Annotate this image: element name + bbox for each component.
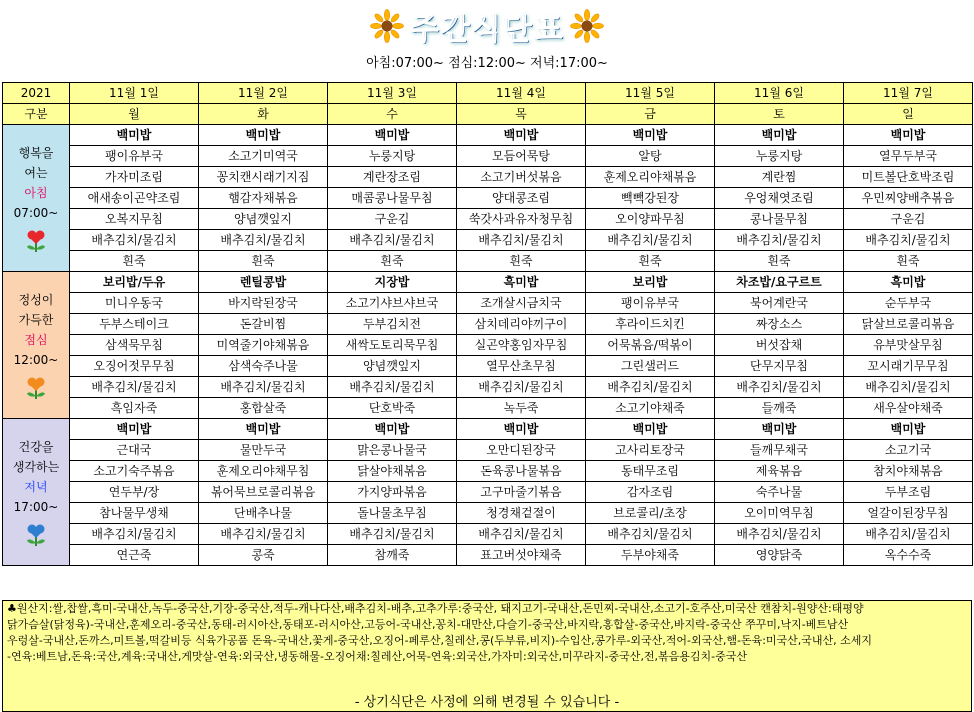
menu-item: 콩죽 — [199, 545, 328, 566]
menu-item: 백미밥 — [328, 125, 457, 146]
menu-item: 빽빽강된장 — [586, 188, 715, 209]
day-cell: 수 — [328, 104, 457, 125]
menu-item: 보리밥 — [586, 272, 715, 293]
menu-row — [3, 167, 973, 188]
menu-item: 청경채겉절이 — [457, 503, 586, 524]
menu-item: 흑미밥 — [844, 272, 973, 293]
menu-item: 새싹도토리묵무침 — [328, 335, 457, 356]
menu-item: 숙주나물 — [715, 482, 844, 503]
menu-item: 돈육콩나물볶음 — [457, 461, 586, 482]
menu-item: 꽁치캔시래기지짐 — [199, 167, 328, 188]
menu-item: 가자미조림 — [70, 167, 199, 188]
menu-row — [3, 293, 973, 314]
menu-item: 누룽지탕 — [715, 146, 844, 167]
menu-item: 렌틸콩밥 — [199, 272, 328, 293]
menu-item: 동태무조림 — [586, 461, 715, 482]
menu-row — [3, 482, 973, 503]
menu-item: 양념깻잎지 — [199, 209, 328, 230]
date-row — [3, 83, 973, 104]
meal-label-line: 건강을 — [18, 440, 54, 454]
flower-icon — [21, 229, 51, 253]
menu-row — [3, 545, 973, 566]
menu-item: 소고기숙주볶음 — [70, 461, 199, 482]
menu-row — [3, 314, 973, 335]
menu-item: 알탕 — [586, 146, 715, 167]
menu-item: 조개살시금치국 — [457, 293, 586, 314]
menu-row — [3, 440, 973, 461]
menu-item: 꼬시래기무무침 — [844, 356, 973, 377]
menu-item: 삼치데리야끼구이 — [457, 314, 586, 335]
menu-item: 백미밥 — [844, 125, 973, 146]
menu-item: 후라이드치킨 — [586, 314, 715, 335]
menu-item: 볶어묵브로콜리볶음 — [199, 482, 328, 503]
menu-item: 배추김치/물김치 — [715, 377, 844, 398]
meal-label-cell — [3, 125, 70, 272]
menu-item: 백미밥 — [328, 419, 457, 440]
menu-item: 미트볼단호박조림 — [844, 167, 973, 188]
menu-item: 얼갈이된장무침 — [844, 503, 973, 524]
menu-item: 두부김치전 — [328, 314, 457, 335]
menu-item: 흰죽 — [844, 251, 973, 272]
menu-item: 배추김치/물김치 — [844, 377, 973, 398]
menu-item: 햄감자채볶음 — [199, 188, 328, 209]
menu-item: 배추김치/물김치 — [199, 524, 328, 545]
menu-item: 삼색숙주나물 — [199, 356, 328, 377]
origin-line: ♣원산지:쌀,찹쌀,흑미-국내산,녹두-중국산,기장-중국산,적두-캐나다산,배추김치-배추,고추가루:중국산, 돼지고기-국내산,돈민찌-국내산,소고기-호주산,미국산 캔참치-원양산:태평양 — [7, 602, 864, 615]
menu-item: 가지양파볶음 — [328, 482, 457, 503]
menu-item: 애새송이곤약조림 — [70, 188, 199, 209]
menu-row — [3, 503, 973, 524]
menu-item: 백미밥 — [70, 419, 199, 440]
menu-item: 백미밥 — [715, 419, 844, 440]
menu-item: 배추김치/물김치 — [715, 230, 844, 251]
menu-item: 고구마줄기볶음 — [457, 482, 586, 503]
menu-body — [3, 83, 973, 566]
menu-row — [3, 188, 973, 209]
menu-item: 단호박죽 — [328, 398, 457, 419]
menu-item: 차조밥/요구르트 — [715, 272, 844, 293]
menu-item: 배추김치/물김치 — [328, 377, 457, 398]
menu-row — [3, 356, 973, 377]
menu-item: 연근죽 — [70, 545, 199, 566]
menu-item: 열무두부국 — [844, 146, 973, 167]
meal-time: 17:00~ — [13, 500, 59, 514]
meal-label-line: 여는 — [24, 166, 48, 180]
menu-row — [3, 524, 973, 545]
day-cell: 일 — [844, 104, 973, 125]
menu-item: 흰죽 — [715, 251, 844, 272]
menu-item: 연두부/장 — [70, 482, 199, 503]
menu-item: 우민찌양배추볶음 — [844, 188, 973, 209]
menu-item: 흰죽 — [70, 251, 199, 272]
menu-item: 순두부국 — [844, 293, 973, 314]
day-cell: 월 — [70, 104, 199, 125]
menu-item: 오만디된장국 — [457, 440, 586, 461]
title-row — [0, 4, 974, 48]
menu-row — [3, 419, 973, 440]
menu-item: 백미밥 — [457, 125, 586, 146]
menu-item: 참치야채볶음 — [844, 461, 973, 482]
menu-item: 누룽지탕 — [328, 146, 457, 167]
menu-item: 흰죽 — [328, 251, 457, 272]
menu-item: 닭살야채볶음 — [328, 461, 457, 482]
meal-label-line: 정성이 — [18, 293, 54, 307]
menu-item: 팽이유부국 — [586, 293, 715, 314]
menu-item: 소고기샤브샤브국 — [328, 293, 457, 314]
menu-item: 오이양파무침 — [586, 209, 715, 230]
menu-item: 새우살야채죽 — [844, 398, 973, 419]
meal-time: 07:00~ — [13, 206, 59, 220]
menu-row — [3, 209, 973, 230]
flower-icon — [21, 523, 51, 547]
menu-item: 배추김치/물김치 — [70, 377, 199, 398]
menu-item: 배추김치/물김치 — [586, 524, 715, 545]
menu-item: 홍합살죽 — [199, 398, 328, 419]
menu-item: 표고버섯야채죽 — [457, 545, 586, 566]
menu-item: 옥수수죽 — [844, 545, 973, 566]
menu-item: 유부맛살무침 — [844, 335, 973, 356]
menu-item: 제육볶음 — [715, 461, 844, 482]
menu-item: 녹두죽 — [457, 398, 586, 419]
meal-label-cell — [3, 272, 70, 419]
menu-item: 바지락된장국 — [199, 293, 328, 314]
menu-item: 지장밥 — [328, 272, 457, 293]
menu-item: 그린샐러드 — [586, 356, 715, 377]
menu-item: 백미밥 — [586, 125, 715, 146]
footer-notice: - 상기식단은 사정에 의해 변경될 수 있습니다 - — [354, 695, 620, 710]
menu-item: 흰죽 — [199, 251, 328, 272]
date-cell: 11월 2일 — [199, 83, 328, 104]
menu-row — [3, 398, 973, 419]
menu-item: 구운김 — [328, 209, 457, 230]
menu-item: 구운김 — [844, 209, 973, 230]
menu-item: 백미밥 — [715, 125, 844, 146]
menu-item: 미니우동국 — [70, 293, 199, 314]
menu-item: 두부스테이크 — [70, 314, 199, 335]
menu-item: 돈갈비찜 — [199, 314, 328, 335]
menu-item: 배추김치/물김치 — [457, 524, 586, 545]
menu-item: 배추김치/물김치 — [199, 377, 328, 398]
menu-item: 흑미밥 — [457, 272, 586, 293]
menu-item: 배추김치/물김치 — [199, 230, 328, 251]
menu-item: 북어계란국 — [715, 293, 844, 314]
menu-item: 소고기국 — [844, 440, 973, 461]
menu-row — [3, 377, 973, 398]
menu-item: 배추김치/물김치 — [328, 230, 457, 251]
menu-item: 배추김치/물김치 — [70, 524, 199, 545]
menu-item: 보리밥/두유 — [70, 272, 199, 293]
menu-item: 열무산초무침 — [457, 356, 586, 377]
menu-item: 감자조림 — [586, 482, 715, 503]
menu-item: 배추김치/물김치 — [844, 524, 973, 545]
menu-item: 팽이유부국 — [70, 146, 199, 167]
menu-item: 영양닭죽 — [715, 545, 844, 566]
menu-item: 백미밥 — [70, 125, 199, 146]
menu-item: 백미밥 — [457, 419, 586, 440]
meal-name: 아침 — [24, 186, 48, 200]
date-cell: 11월 1일 — [70, 83, 199, 104]
origin-line: -연육:베트남,돈육:국산,계육:국내산,게맛살-연육:외국산,냉동해물-오징어채:칠레산,어묵-연육:외국산,가자미:외국산,미꾸라지-중국산,전,볶음용김치-중국산 — [7, 650, 748, 663]
year-cell: 2021 — [3, 83, 70, 104]
menu-item: 참나물무생채 — [70, 503, 199, 524]
meal-hours: 아침:07:00~ 점심:12:00~ 저녁:17:00~ — [366, 56, 608, 71]
meal-time: 12:00~ — [13, 353, 59, 367]
menu-item: 우엉채엿조림 — [715, 188, 844, 209]
date-cell: 11월 3일 — [328, 83, 457, 104]
menu-item: 돌나물초무침 — [328, 503, 457, 524]
menu-item: 두부조림 — [844, 482, 973, 503]
day-cell: 금 — [586, 104, 715, 125]
menu-item: 닭살브로콜리볶음 — [844, 314, 973, 335]
menu-item: 소고기버섯볶음 — [457, 167, 586, 188]
day-row — [3, 104, 973, 125]
date-cell: 11월 6일 — [715, 83, 844, 104]
menu-item: 양대콩조림 — [457, 188, 586, 209]
menu-row — [3, 461, 973, 482]
menu-item: 들깨무채국 — [715, 440, 844, 461]
menu-row — [3, 272, 973, 293]
menu-item: 오복지무침 — [70, 209, 199, 230]
menu-item: 훈제오리야채무침 — [199, 461, 328, 482]
origin-line: 우렁살-국내산,돈까스,미트볼,떡갈비등 식육가공품 돈육-국내산,꽃게-중국산,오징어-페루산,칠레산,콩(두부류,비지)-수입산,콩가루-외국산,적어-외국산,햄-돈육:미국산,국내산, 소세지 — [7, 634, 873, 647]
menu-item: 백미밥 — [199, 125, 328, 146]
menu-item: 소고기야채죽 — [586, 398, 715, 419]
menu-item: 실곤약홍임자무침 — [457, 335, 586, 356]
menu-row — [3, 251, 973, 272]
menu-item: 참깨죽 — [328, 545, 457, 566]
menu-row — [3, 335, 973, 356]
menu-item: 훈제오리야채볶음 — [586, 167, 715, 188]
sunflower-icon — [370, 9, 404, 43]
menu-item: 콩나물무침 — [715, 209, 844, 230]
meal-label-line: 가득한 — [18, 313, 54, 327]
menu-item: 매콤콩나물무침 — [328, 188, 457, 209]
menu-item: 단배추나물 — [199, 503, 328, 524]
menu-item: 브로콜리/초장 — [586, 503, 715, 524]
date-cell: 11월 7일 — [844, 83, 973, 104]
menu-item: 배추김치/물김치 — [457, 230, 586, 251]
menu-item: 백미밥 — [844, 419, 973, 440]
menu-item: 배추김치/물김치 — [328, 524, 457, 545]
meal-name: 점심 — [24, 333, 48, 347]
gubun-cell: 구분 — [3, 104, 70, 125]
menu-item: 오징어젓무무침 — [70, 356, 199, 377]
sunflower-icon — [570, 9, 604, 43]
meal-name: 저녁 — [24, 480, 48, 494]
menu-row — [3, 146, 973, 167]
page-title: 주간식단표 — [409, 12, 565, 47]
weekly-menu-table — [2, 82, 973, 566]
menu-item: 흰죽 — [457, 251, 586, 272]
menu-item: 백미밥 — [199, 419, 328, 440]
date-cell: 11월 5일 — [586, 83, 715, 104]
meal-label-cell — [3, 419, 70, 566]
day-cell: 토 — [715, 104, 844, 125]
menu-item: 삼색묵무침 — [70, 335, 199, 356]
day-cell: 목 — [457, 104, 586, 125]
menu-item: 쑥갓사과유자청무침 — [457, 209, 586, 230]
menu-item: 모듬어묵탕 — [457, 146, 586, 167]
menu-item: 버섯잡채 — [715, 335, 844, 356]
day-cell: 화 — [199, 104, 328, 125]
menu-item: 근대국 — [70, 440, 199, 461]
flower-icon — [21, 376, 51, 400]
menu-item: 배추김치/물김치 — [586, 230, 715, 251]
menu-item: 두부야채죽 — [586, 545, 715, 566]
menu-item: 배추김치/물김치 — [70, 230, 199, 251]
menu-item: 맑은콩나물국 — [328, 440, 457, 461]
menu-item: 배추김치/물김치 — [715, 524, 844, 545]
date-cell: 11월 4일 — [457, 83, 586, 104]
menu-item: 배추김치/물김치 — [844, 230, 973, 251]
menu-item: 오이미역무침 — [715, 503, 844, 524]
menu-item: 흰죽 — [586, 251, 715, 272]
menu-item: 짜장소스 — [715, 314, 844, 335]
menu-item: 미역줄기야채볶음 — [199, 335, 328, 356]
menu-item: 계란찜 — [715, 167, 844, 188]
menu-item: 단무지무침 — [715, 356, 844, 377]
menu-item: 물만두국 — [199, 440, 328, 461]
meal-label-line: 행복을 — [18, 146, 54, 160]
menu-item: 들깨죽 — [715, 398, 844, 419]
menu-item: 계란장조림 — [328, 167, 457, 188]
origin-line: 닭가슴살(닭정육)-국내산,훈제오리-중국산,동태-러시아산,동태포-러시아산,고등어-국내산,꽁치-대만산,다슬기-중국산,바지락,홍합살-중국산,바지락-중국산 쭈꾸미,낙지-베트남산 — [7, 618, 849, 631]
header — [0, 0, 974, 82]
menu-row — [3, 230, 973, 251]
meal-label-line: 생각하는 — [12, 460, 60, 474]
menu-item: 양념깻잎지 — [328, 356, 457, 377]
menu-item: 고사리토장국 — [586, 440, 715, 461]
menu-item: 어묵볶음/떡볶이 — [586, 335, 715, 356]
menu-item: 소고기미역국 — [199, 146, 328, 167]
menu-item: 배추김치/물김치 — [457, 377, 586, 398]
menu-item: 흑임자죽 — [70, 398, 199, 419]
menu-row — [3, 125, 973, 146]
menu-item: 백미밥 — [586, 419, 715, 440]
menu-item: 배추김치/물김치 — [586, 377, 715, 398]
